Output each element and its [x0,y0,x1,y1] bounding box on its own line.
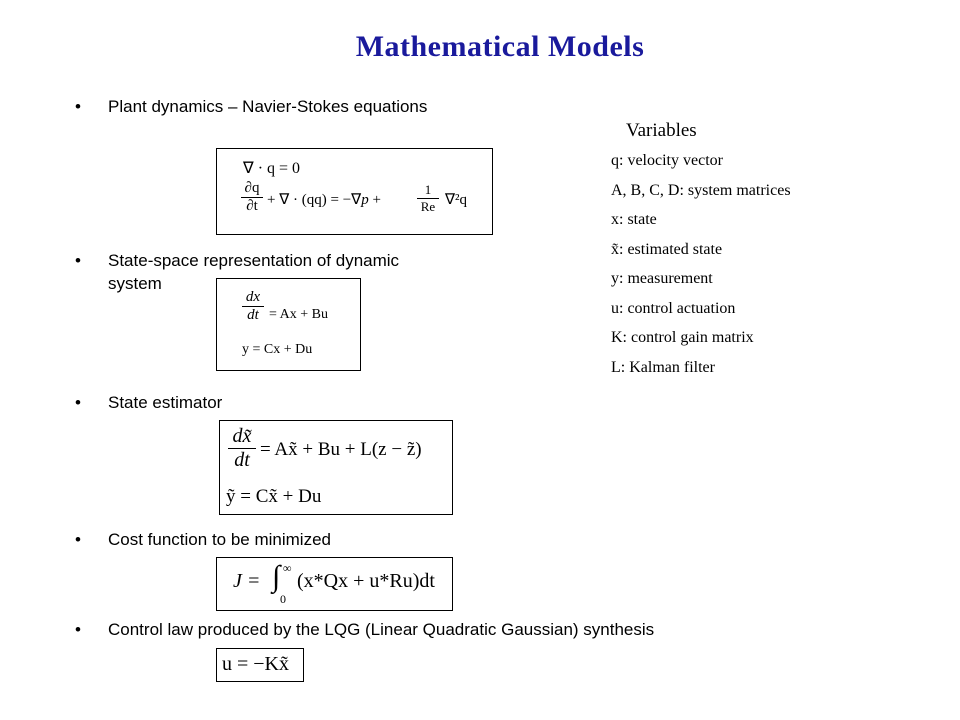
integral-lower-limit: 0 [280,592,286,606]
variable-item: K: control gain matrix [611,329,754,346]
bullet-text: State-space representation of dynamic [108,251,400,270]
momentum-equation-rhs [267,190,381,209]
partial-derivative-fraction [241,180,263,215]
state-equation-rhs: = Ax + Bu [269,307,328,322]
variable-item: x: state [611,211,657,228]
pressure-symbol: p [361,192,369,208]
fraction-numerator: 1 [424,182,432,197]
variable-item: L: Kalman filter [611,358,715,376]
variables-list [611,152,791,388]
rhs-text: + ∇ · (qq) = −∇ [267,192,362,208]
fraction-numerator: dx̃ [232,425,252,447]
bullet-dot: • [75,393,81,412]
bullet-dot: • [75,530,81,549]
fraction-denominator: dt [234,449,250,471]
output-equation: y = Cx + Du [242,342,313,357]
fraction-denominator: dt [247,307,259,323]
estimator-equation-rhs: = Ax̃ + Bu + L(z − z̃) [260,439,422,460]
bullet-text: Cost function to be minimized [108,530,331,549]
variables-heading: Variables [626,120,697,141]
state-estimator-equation [219,420,453,515]
cost-lhs: J = [233,570,261,592]
estimator-output-equation: ỹ = Cx̃ + Du [226,486,322,507]
fraction-numerator: ∂q [244,180,260,196]
continuity-equation: ∇ · q = 0 [243,160,301,177]
plus-sign: + [372,192,381,208]
variable-item: q: velocity vector [611,152,723,169]
bullet-text: Control law produced by the LQG (Linear Quadratic Gaussian) synthesis [108,620,655,639]
control-law-equation [216,648,304,682]
variable-item: u: control actuation [611,299,736,317]
integral-sign: ∫ [272,560,281,593]
fraction-numerator: dx [245,289,261,305]
reynolds-fraction [417,182,439,215]
bullet-dot: • [75,97,81,116]
viscous-term: ∇²q [445,192,468,208]
bullet-text-continued: system [108,274,162,293]
bullet-dot: • [75,620,81,639]
variable-item: A, B, C, D: system matrices [611,181,791,199]
bullet-text: Plant dynamics – Navier-Stokes equations [108,97,428,116]
state-space-equation [216,278,361,371]
navier-stokes-equation [216,148,493,235]
fraction-denominator: ∂t [246,198,258,214]
variable-item: x̃: estimated state [611,240,723,258]
control-law-text: u = −Kx̃ [222,653,290,675]
bullet-text: State estimator [108,393,223,412]
derivative-fraction [228,425,256,472]
fraction-denominator: Re [420,199,436,214]
derivative-fraction [242,289,264,324]
cost-function-equation [216,557,453,611]
integrand: (x*Qx + u*Ru)dt [297,570,435,592]
integral-upper-limit: ∞ [283,561,292,575]
bullet-dot: • [75,251,81,270]
variable-item: y: measurement [611,270,713,287]
page-title: Mathematical Models [355,30,645,63]
